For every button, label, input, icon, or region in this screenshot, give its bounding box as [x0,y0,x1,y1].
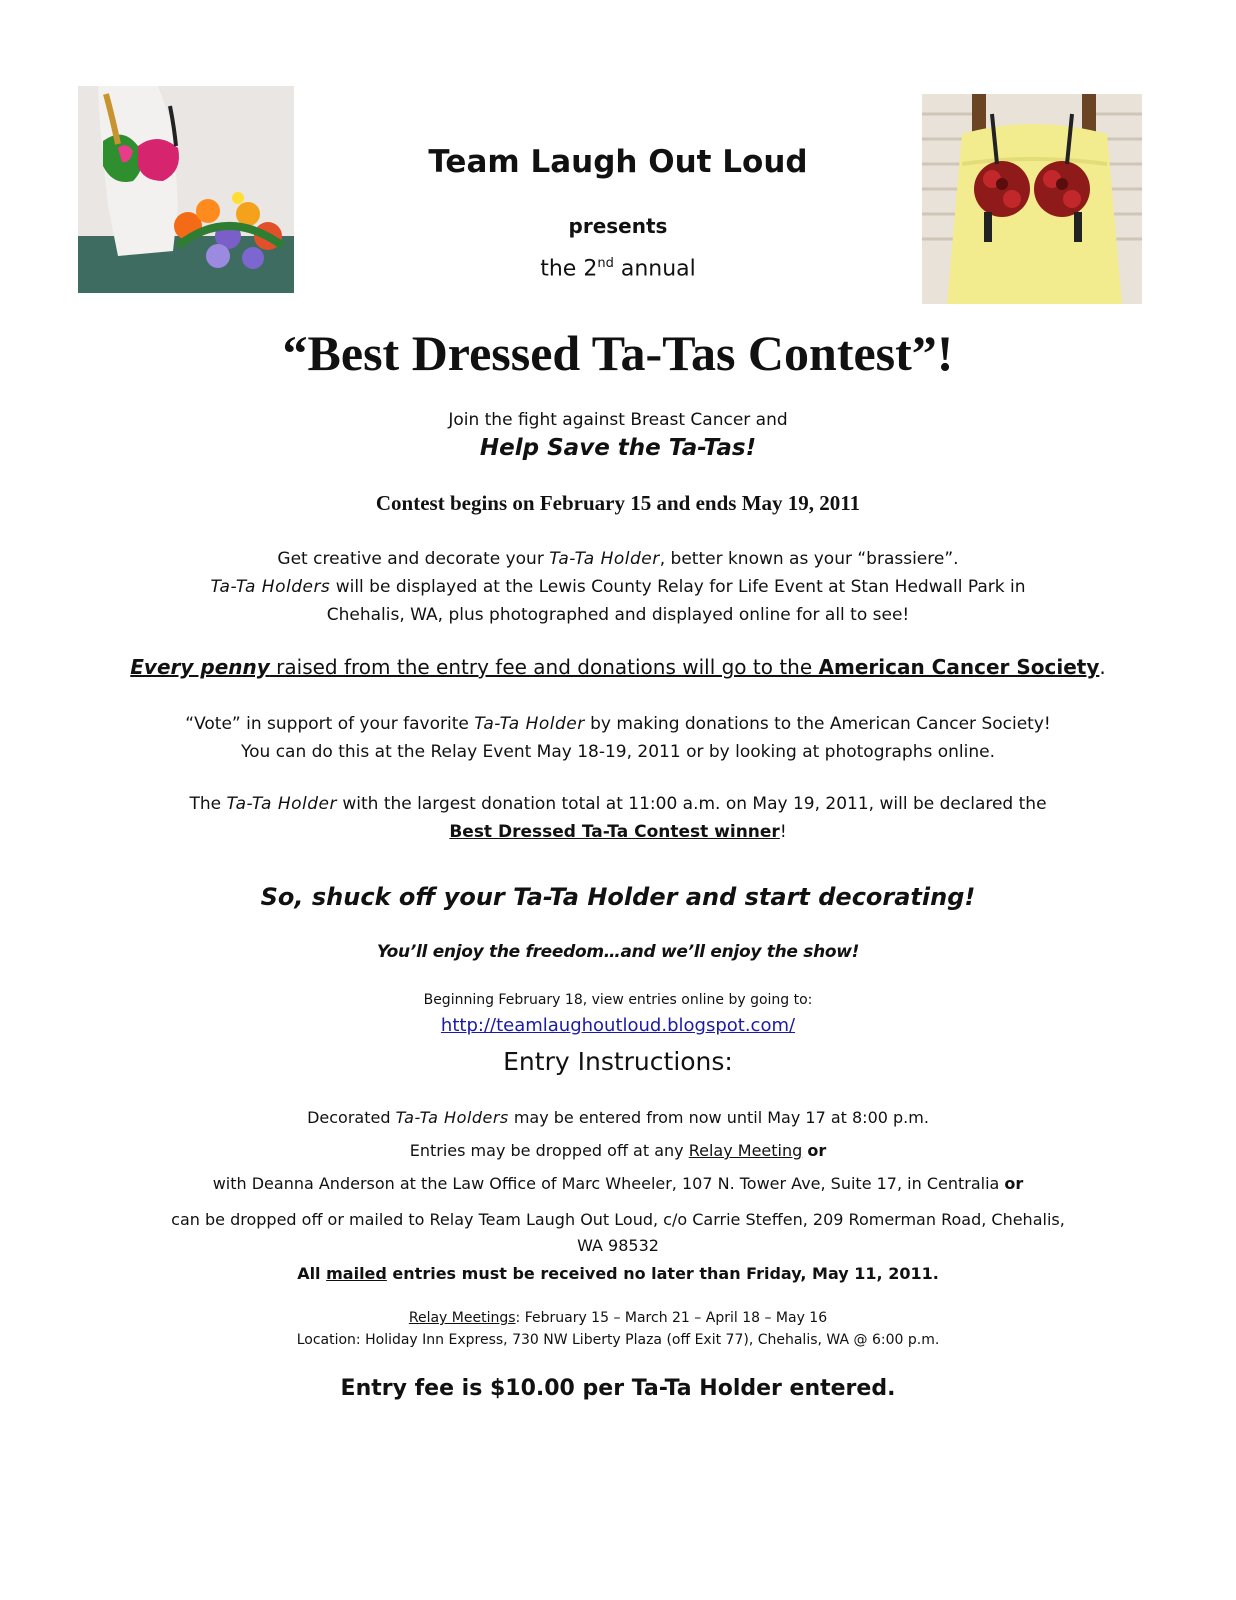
instruction-law-office: with Deanna Anderson at the Law Office of Marc Wheeler, 107 N. Tower Ave, Suite 17, in Centralia or [212,1174,1024,1193]
relay-meetings-dates: Relay Meetings: February 15 – March 21 – April 18 – May 16 [408,1310,828,1326]
presents-line: presents [568,214,668,238]
view-entries-line: Beginning February 18, view entries online by going to: [423,992,813,1008]
instruction-mail-deadline: All mailed entries must be received no later than Friday, May 11, 2011. [297,1264,939,1283]
instruction-relay-meeting: Entries may be dropped off at any Relay Meeting or [409,1141,827,1160]
contest-title: “Best Dressed Ta-Tas Contest”! [282,325,954,381]
every-penny-line: Every penny raised from the entry fee and donations will go to the American Cancer Society. [130,655,1106,679]
entry-fee-line: Entry fee is $10.00 per Ta-Ta Holder entered. [340,1376,896,1401]
contest-dates: Contest begins on February 15 and ends May 19, 2011 [375,491,861,515]
meeting-location: Location: Holiday Inn Express, 730 NW Liberty Plaza (off Exit 77), Chehalis, WA @ 6:00 p.m. [296,1332,940,1348]
join-line: Join the fight against Breast Cancer and [448,410,788,430]
instruction-entry-period: Decorated Ta-Ta Holders may be entered from now until May 17 at 8:00 p.m. [307,1108,929,1127]
enjoy-freedom-line: You’ll enjoy the freedom…and we’ll enjoy the show! [376,942,860,962]
entry-instructions-heading: Entry Instructions: [503,1047,733,1076]
edition-line: the 2nd annual [540,256,696,282]
help-save-line: Help Save the Ta-Tas! [479,435,757,461]
blog-url-link[interactable]: http://teamlaughoutloud.blogspot.com/ [440,1015,796,1036]
team-name-heading: Team Laugh Out Loud [428,144,808,180]
instruction-mail-address: can be dropped off or mailed to Relay Team Laugh Out Loud, c/o Carrie Steffen, 209 Romerman Road, Chehalis, WA 98532 [171,1210,1065,1255]
intro-paragraph: Get creative and decorate your Ta-Ta Holder, better known as your “brassiere”. Ta-Ta Holders will be displayed at the Lewis County Relay for Life Event at Stan Hedwall Park in Chehalis, WA, plus photographed and displayed online for all to see! [210,549,1026,625]
shuck-off-line: So, shuck off your Ta-Ta Holder and start decorating! [260,883,976,911]
vote-paragraph: “Vote” in support of your favorite Ta-Ta Holder by making donations to the American Cancer Society! You can do this at the Relay Event May 18-19, 2011 or by looking at photographs online. [185,714,1051,762]
winner-paragraph: The Ta-Ta Holder with the largest donation total at 11:00 a.m. on May 19, 2011, will be declared the Best Dressed Ta-Ta Contest winner! [189,794,1047,842]
